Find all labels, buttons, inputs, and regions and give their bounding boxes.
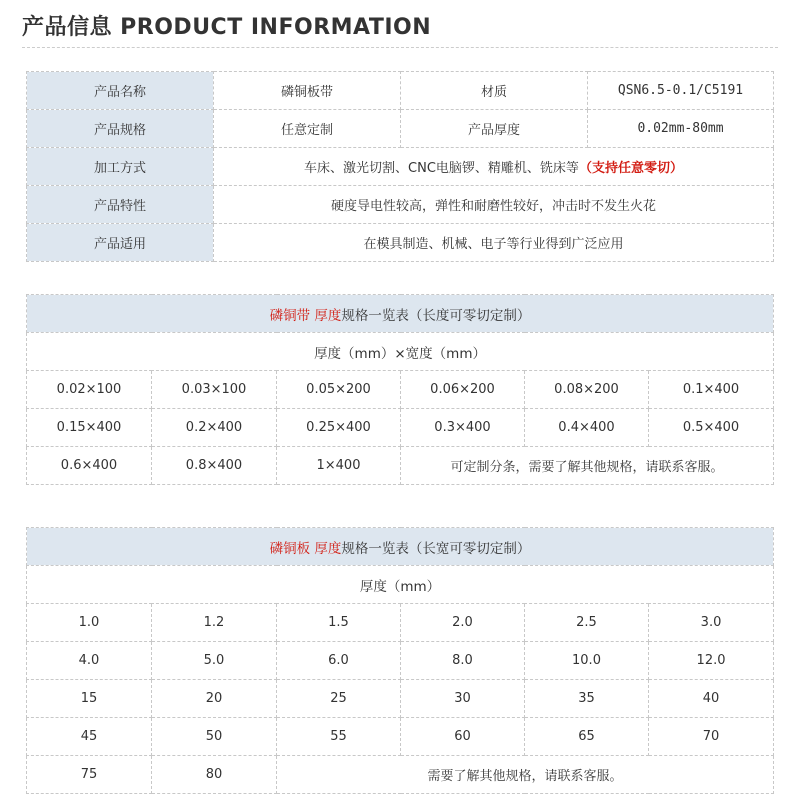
title-divider (22, 47, 778, 48)
process-value: 车床、激光切割、CNC电脑锣、精雕机、铣床等 (304, 161, 579, 176)
strip-subheader-row (27, 333, 774, 371)
plate-cell: 75 (27, 756, 152, 794)
plate-cell: 3.0 (649, 604, 774, 642)
info-row-spec (27, 110, 774, 148)
strip-cell: 0.6×400 (27, 447, 152, 485)
plate-cell: 2.0 (401, 604, 525, 642)
process-label: 加工方式 (27, 148, 214, 186)
table-row (27, 447, 774, 485)
spec-value: 任意定制 (214, 110, 401, 148)
plate-cell: 10.0 (525, 642, 649, 680)
strip-cell: 0.08×200 (525, 371, 649, 409)
strip-header-row (27, 295, 774, 333)
plate-cell: 1.5 (277, 604, 401, 642)
feature-label: 产品特性 (27, 186, 214, 224)
strip-subheader: 厚度（mm）×宽度（mm） (27, 333, 774, 371)
process-cell (214, 148, 774, 186)
page-title: 产品信息 PRODUCT INFORMATION (22, 15, 432, 40)
table-row (27, 642, 774, 680)
plate-subheader-row (27, 566, 774, 604)
plate-header-row (27, 528, 774, 566)
strip-cell: 0.03×100 (152, 371, 277, 409)
plate-cell: 8.0 (401, 642, 525, 680)
plate-cell: 1.0 (27, 604, 152, 642)
table-row (27, 604, 774, 642)
strip-cell: 0.15×400 (27, 409, 152, 447)
plate-cell: 2.5 (525, 604, 649, 642)
plate-cell: 55 (277, 718, 401, 756)
plate-note: 需要了解其他规格，请联系客服。 (277, 756, 774, 794)
info-row-usage (27, 224, 774, 262)
strip-cell: 0.05×200 (277, 371, 401, 409)
strip-cell: 0.1×400 (649, 371, 774, 409)
plate-spec-table (26, 527, 774, 794)
strip-cell: 0.5×400 (649, 409, 774, 447)
usage-value: 在模具制造、机械、电子等行业得到广泛应用 (214, 224, 774, 262)
plate-title-rest: 规格一览表（长宽可零切定制） (341, 540, 531, 557)
spec-label: 产品规格 (27, 110, 214, 148)
strip-cell: 0.3×400 (401, 409, 525, 447)
strip-spec-table (26, 294, 774, 485)
plate-cell: 20 (152, 680, 277, 718)
plate-cell: 6.0 (277, 642, 401, 680)
plate-cell: 80 (152, 756, 277, 794)
feature-value: 硬度导电性较高，弹性和耐磨性较好，冲击时不发生火花 (214, 186, 774, 224)
plate-cell: 15 (27, 680, 152, 718)
name-label: 产品名称 (27, 72, 214, 110)
plate-cell: 45 (27, 718, 152, 756)
strip-cell: 0.2×400 (152, 409, 277, 447)
strip-cell: 1×400 (277, 447, 401, 485)
plate-cell: 50 (152, 718, 277, 756)
plate-cell: 30 (401, 680, 525, 718)
plate-cell: 65 (525, 718, 649, 756)
table-row (27, 371, 774, 409)
plate-cell: 1.2 (152, 604, 277, 642)
strip-cell: 0.4×400 (525, 409, 649, 447)
plate-cell: 60 (401, 718, 525, 756)
material-value: QSN6.5-0.1/C5191 (588, 72, 774, 110)
product-info-table (26, 71, 774, 262)
thickness-value: 0.02mm-80mm (588, 110, 774, 148)
table-row (27, 409, 774, 447)
plate-cell: 4.0 (27, 642, 152, 680)
plate-cell: 35 (525, 680, 649, 718)
strip-cell: 0.02×100 (27, 371, 152, 409)
plate-subheader: 厚度（mm） (27, 566, 774, 604)
usage-label: 产品适用 (27, 224, 214, 262)
plate-title-red: 磷铜板 厚度 (269, 540, 342, 557)
strip-title-red: 磷铜带 厚度 (269, 307, 342, 324)
strip-note: 可定制分条，需要了解其他规格，请联系客服。 (401, 447, 774, 485)
strip-cell: 0.06×200 (401, 371, 525, 409)
table-row (27, 756, 774, 794)
plate-cell: 25 (277, 680, 401, 718)
strip-cell: 0.25×400 (277, 409, 401, 447)
thickness-label: 产品厚度 (401, 110, 588, 148)
strip-title-rest: 规格一览表（长度可零切定制） (341, 307, 531, 324)
table-row (27, 718, 774, 756)
plate-cell: 12.0 (649, 642, 774, 680)
plate-table-title (27, 528, 774, 566)
table-row (27, 680, 774, 718)
plate-cell: 70 (649, 718, 774, 756)
info-row-name (27, 72, 774, 110)
plate-cell: 5.0 (152, 642, 277, 680)
info-row-process (27, 148, 774, 186)
name-value: 磷铜板带 (214, 72, 401, 110)
strip-table-title (27, 295, 774, 333)
info-row-feature (27, 186, 774, 224)
plate-cell: 40 (649, 680, 774, 718)
material-label: 材质 (401, 72, 588, 110)
process-highlight: （支持任意零切） (578, 161, 683, 176)
strip-cell: 0.8×400 (152, 447, 277, 485)
